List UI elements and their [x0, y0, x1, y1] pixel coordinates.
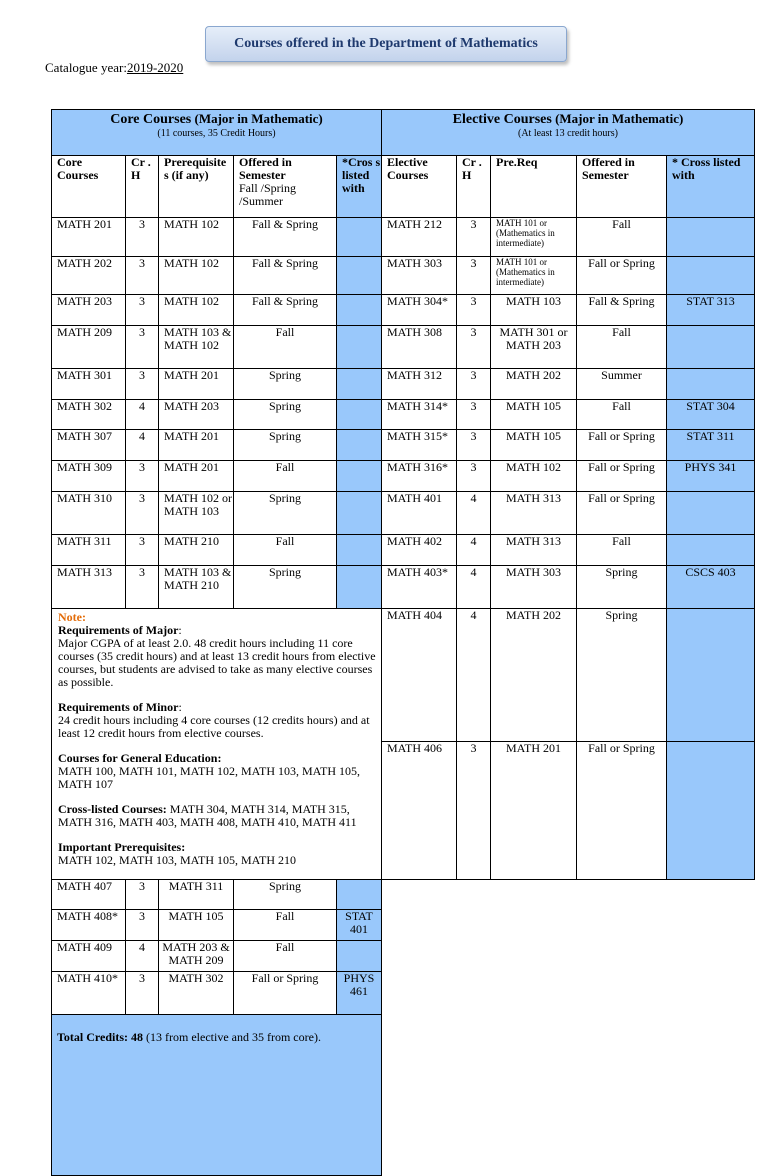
- elective-offered-semester: Summer: [577, 369, 667, 400]
- elective-offered-semester: Fall: [577, 400, 667, 430]
- elective-offered-semester: Fall or Spring: [234, 972, 337, 1015]
- col-header-prereq: Pre.Req: [491, 156, 577, 218]
- elective-offered-semester: Fall: [234, 910, 337, 941]
- elective-prerequisite: MATH 103: [491, 295, 577, 326]
- catalogue-year-value: 2019-2020: [126, 60, 184, 75]
- elective-cross-listed: [667, 742, 755, 880]
- elective-cross-listed: [337, 880, 382, 910]
- core-course-code: MATH 203: [52, 295, 126, 326]
- core-prerequisite: MATH 210: [159, 535, 234, 566]
- core-course-code: MATH 209: [52, 326, 126, 369]
- core-offered-semester: Fall: [234, 326, 337, 369]
- core-course-code: MATH 202: [52, 257, 126, 295]
- minor-requirements-text: 24 credit hours including 4 core courses (12 credits hours) and at least 12 credit hours from elective courses.: [58, 713, 370, 740]
- core-credit-hours: 4: [126, 400, 159, 430]
- core-credit-hours: 3: [126, 257, 159, 295]
- core-course-code: MATH 301: [52, 369, 126, 400]
- elective-offered-semester: Fall or Spring: [577, 257, 667, 295]
- elective-cross-listed: [337, 941, 382, 972]
- elective-offered-semester: Fall: [577, 326, 667, 369]
- elective-cross-listed: [667, 369, 755, 400]
- core-course-code: MATH 313: [52, 566, 126, 609]
- core-cross-listed: [337, 461, 382, 492]
- catalogue-label: Catalogue year:: [45, 60, 127, 75]
- elective-prerequisite: MATH 201: [491, 742, 577, 880]
- col-header-core-cross-listed: *Cros s listed with: [337, 156, 382, 218]
- elective-course-code: MATH 212: [382, 218, 457, 257]
- core-course-code: MATH 201: [52, 218, 126, 257]
- elective-cross-listed: [667, 218, 755, 257]
- elective-prerequisite: MATH 313: [491, 492, 577, 535]
- elective-offered-semester: Fall or Spring: [577, 461, 667, 492]
- elective-prerequisite: MATH 313: [491, 535, 577, 566]
- elective-offered-semester: Spring: [577, 566, 667, 609]
- core-cross-listed: [337, 535, 382, 566]
- core-course-code: MATH 310: [52, 492, 126, 535]
- notes-section: Note: Requirements of Major: Major CGPA of at least 2.0. 48 credit hours including 11 core courses (35 credit hours) and at least 13 credit hours from elective courses, but students are advised to take as many elective courses as possible. Requirements of Minor: 24 credit hours including 4 core courses (12 credits hours) and at least 12 credit hours from elective courses. Courses for General Education: MATH 100, MATH 101, MATH 102, MATH 103, MATH 105, MATH 107 Cross-listed Courses: MATH 304, MATH 314, MATH 315, MATH 316, MATH 403, MATH 408, MATH 410, MATH 411 Important Prerequisites: MATH 102, MATH 103, MATH 105, MATH 210: [52, 609, 382, 880]
- elective-course-code: MATH 304*: [382, 295, 457, 326]
- table-row: [52, 326, 755, 369]
- core-cross-listed: [337, 257, 382, 295]
- table-row: [52, 369, 755, 400]
- col-header-elective-cross-listed: * Cross listed with: [667, 156, 755, 218]
- table-row: [52, 400, 755, 430]
- core-offered-semester: Spring: [234, 430, 337, 461]
- elective-course-code: MATH 404: [382, 609, 457, 742]
- elective-offered-semester: Fall: [577, 535, 667, 566]
- elective-credit-hours: 3: [126, 972, 159, 1015]
- elective-offered-semester: Fall: [234, 941, 337, 972]
- elective-offered-semester: Fall: [577, 218, 667, 257]
- core-cross-listed: [337, 492, 382, 535]
- general-education-text: MATH 100, MATH 101, MATH 102, MATH 103, MATH 105, MATH 107: [58, 764, 361, 791]
- minor-requirements-title: Requirements of Minor: [58, 700, 179, 714]
- elective-course-code: MATH 406: [382, 742, 457, 880]
- elective-course-code: MATH 407: [52, 880, 126, 910]
- core-prerequisite: MATH 102: [159, 295, 234, 326]
- elective-course-code: MATH 402: [382, 535, 457, 566]
- table-row: [52, 492, 755, 535]
- general-education-title: Courses for General Education:: [58, 751, 222, 765]
- total-credits-text: (13 from elective and 35 from core).: [143, 1030, 321, 1044]
- page-title: Courses offered in the Department of Mathematics: [205, 26, 567, 62]
- elective-credit-hours: 3: [457, 461, 491, 492]
- elective-credit-hours: 3: [126, 910, 159, 941]
- col-header-core-offered: Offered in Semester Fall /Spring /Summer: [234, 156, 337, 218]
- cross-listed-title: Cross-listed Courses:: [58, 802, 167, 816]
- core-credit-hours: 3: [126, 369, 159, 400]
- elective-offered-semester: Fall or Spring: [577, 742, 667, 880]
- elective-offered-semester: Fall & Spring: [577, 295, 667, 326]
- elective-cross-listed: PHYS 461: [337, 972, 382, 1015]
- core-credit-hours: 3: [126, 461, 159, 492]
- elective-prerequisite: MATH 302: [159, 972, 234, 1015]
- col-header-elective-offered: Offered in Semester: [577, 156, 667, 218]
- table-row: [52, 1015, 755, 1176]
- elective-cross-listed: [667, 492, 755, 535]
- core-course-code: MATH 302: [52, 400, 126, 430]
- core-offered-semester: Fall & Spring: [234, 218, 337, 257]
- elective-course-code: MATH 303: [382, 257, 457, 295]
- core-cross-listed: [337, 566, 382, 609]
- elective-offered-semester: Spring: [577, 609, 667, 742]
- elective-prerequisite: MATH 301 or MATH 203: [491, 326, 577, 369]
- table-row: [52, 218, 755, 257]
- elective-credit-hours: 3: [457, 218, 491, 257]
- col-header-elective-credit-hours: Cr . H: [457, 156, 491, 218]
- elective-prerequisite: MATH 202: [491, 369, 577, 400]
- core-prerequisite: MATH 102 or MATH 103: [159, 492, 234, 535]
- core-prerequisite: MATH 103 & MATH 102: [159, 326, 234, 369]
- elective-course-code: MATH 308: [382, 326, 457, 369]
- elective-credit-hours: 3: [457, 742, 491, 880]
- elective-course-code: MATH 316*: [382, 461, 457, 492]
- cross-listed-text: MATH 304, MATH 314, MATH 315, MATH 316, MATH 403, MATH 408, MATH 410, MATH 411: [58, 802, 357, 829]
- core-offered-semester: Spring: [234, 400, 337, 430]
- elective-cross-listed: STAT 304: [667, 400, 755, 430]
- core-course-code: MATH 311: [52, 535, 126, 566]
- core-credit-hours: 3: [126, 218, 159, 257]
- elective-credit-hours: 3: [457, 295, 491, 326]
- core-prerequisite: MATH 201: [159, 430, 234, 461]
- core-prerequisite: MATH 103 & MATH 210: [159, 566, 234, 609]
- total-credits: [52, 1015, 382, 1176]
- elective-credit-hours: 4: [457, 535, 491, 566]
- core-offered-semester: Spring: [234, 566, 337, 609]
- core-prerequisite: MATH 102: [159, 257, 234, 295]
- table-row: [52, 461, 755, 492]
- elective-cross-listed: [667, 535, 755, 566]
- major-requirements-text: Major CGPA of at least 2.0. 48 credit hours including 11 core courses (35 credit hours) and at least 13 credit hours from elective courses, but students are advised to take as many elective courses as possible.: [58, 636, 376, 689]
- elective-credit-hours: 3: [457, 257, 491, 295]
- elective-prerequisite: MATH 105: [491, 400, 577, 430]
- core-credit-hours: 3: [126, 326, 159, 369]
- core-prerequisite: MATH 203: [159, 400, 234, 430]
- core-prerequisite: MATH 201: [159, 369, 234, 400]
- elective-cross-listed: STAT 401: [337, 910, 382, 941]
- major-requirements-title: Requirements of Major: [58, 623, 179, 637]
- elective-course-code: MATH 312: [382, 369, 457, 400]
- elective-credit-hours: 4: [457, 609, 491, 742]
- table-row: [52, 910, 755, 941]
- note-label: Note:: [58, 610, 86, 624]
- elective-course-code: MATH 403*: [382, 566, 457, 609]
- elective-cross-listed: CSCS 403: [667, 566, 755, 609]
- elective-cross-listed: [667, 609, 755, 742]
- core-credit-hours: 3: [126, 535, 159, 566]
- elective-course-code: MATH 409: [52, 941, 126, 972]
- core-cross-listed: [337, 400, 382, 430]
- elective-prerequisite: MATH 105: [491, 430, 577, 461]
- elective-cross-listed: STAT 313: [667, 295, 755, 326]
- elective-course-code: MATH 401: [382, 492, 457, 535]
- core-offered-semester: Fall: [234, 535, 337, 566]
- table-row: [52, 430, 755, 461]
- core-offered-semester: Fall & Spring: [234, 295, 337, 326]
- elective-credit-hours: 4: [126, 941, 159, 972]
- elective-course-code: MATH 408*: [52, 910, 126, 941]
- elective-prerequisite: MATH 105: [159, 910, 234, 941]
- elective-offered-semester: Fall or Spring: [577, 430, 667, 461]
- table-row: [52, 941, 755, 972]
- elective-prerequisite: MATH 101 or (Mathematics in intermediate): [491, 257, 577, 295]
- elective-course-code: MATH 410*: [52, 972, 126, 1015]
- elective-credit-hours: 3: [457, 400, 491, 430]
- table-row: [52, 972, 755, 1015]
- elective-prerequisite: MATH 311: [159, 880, 234, 910]
- core-prerequisite: MATH 102: [159, 218, 234, 257]
- elective-credit-hours: 4: [457, 492, 491, 535]
- core-offered-semester: Fall & Spring: [234, 257, 337, 295]
- elective-prerequisite: MATH 202: [491, 609, 577, 742]
- core-credit-hours: 3: [126, 295, 159, 326]
- core-cross-listed: [337, 218, 382, 257]
- core-cross-listed: [337, 369, 382, 400]
- core-offered-semester: Spring: [234, 492, 337, 535]
- table-row: [52, 880, 755, 910]
- table-body: [52, 110, 755, 1176]
- elective-offered-semester: Spring: [234, 880, 337, 910]
- elective-credit-hours: 3: [457, 369, 491, 400]
- courses-table: [51, 109, 755, 1176]
- table-row: [52, 295, 755, 326]
- catalogue-year: [45, 60, 183, 76]
- core-offered-semester: Spring: [234, 369, 337, 400]
- core-courses-header: Core Courses (Major in Mathematic) (11 courses, 35 Credit Hours): [52, 110, 382, 156]
- core-course-code: MATH 309: [52, 461, 126, 492]
- core-cross-listed: [337, 326, 382, 369]
- important-prereq-title: Important Prerequisites:: [58, 840, 186, 854]
- table-row: [52, 566, 755, 609]
- core-course-code: MATH 307: [52, 430, 126, 461]
- core-cross-listed: [337, 430, 382, 461]
- elective-cross-listed: [667, 257, 755, 295]
- core-offered-semester: Fall: [234, 461, 337, 492]
- table-row: [52, 535, 755, 566]
- elective-course-code: MATH 314*: [382, 400, 457, 430]
- col-header-elective-courses: Elective Courses: [382, 156, 457, 218]
- core-credit-hours: 3: [126, 492, 159, 535]
- table-row: [52, 257, 755, 295]
- core-prerequisite: MATH 201: [159, 461, 234, 492]
- elective-credit-hours: 3: [457, 326, 491, 369]
- elective-cross-listed: PHYS 341: [667, 461, 755, 492]
- core-credit-hours: 4: [126, 430, 159, 461]
- elective-offered-semester: Fall or Spring: [577, 492, 667, 535]
- elective-credit-hours: 4: [457, 566, 491, 609]
- elective-prerequisite: MATH 203 & MATH 209: [159, 941, 234, 972]
- elective-prerequisite: MATH 303: [491, 566, 577, 609]
- elective-course-code: MATH 315*: [382, 430, 457, 461]
- elective-prerequisite: MATH 102: [491, 461, 577, 492]
- elective-prerequisite: MATH 101 or (Mathematics in intermediate): [491, 218, 577, 257]
- core-cross-listed: [337, 295, 382, 326]
- elective-credit-hours: 3: [457, 430, 491, 461]
- elective-cross-listed: [667, 326, 755, 369]
- total-credits-label: Total Credits: 48: [57, 1030, 144, 1044]
- core-credit-hours: 3: [126, 566, 159, 609]
- table-row: [52, 609, 755, 742]
- elective-courses-header: Elective Courses (Major in Mathematic) (At least 13 credit hours): [382, 110, 755, 156]
- col-header-core-courses: Core Courses: [52, 156, 126, 218]
- col-header-prerequisites: Prerequisite s (if any): [159, 156, 234, 218]
- important-prereq-text: MATH 102, MATH 103, MATH 105, MATH 210: [58, 853, 297, 867]
- col-header-core-credit-hours: Cr . H: [126, 156, 159, 218]
- elective-cross-listed: STAT 311: [667, 430, 755, 461]
- elective-credit-hours: 3: [126, 880, 159, 910]
